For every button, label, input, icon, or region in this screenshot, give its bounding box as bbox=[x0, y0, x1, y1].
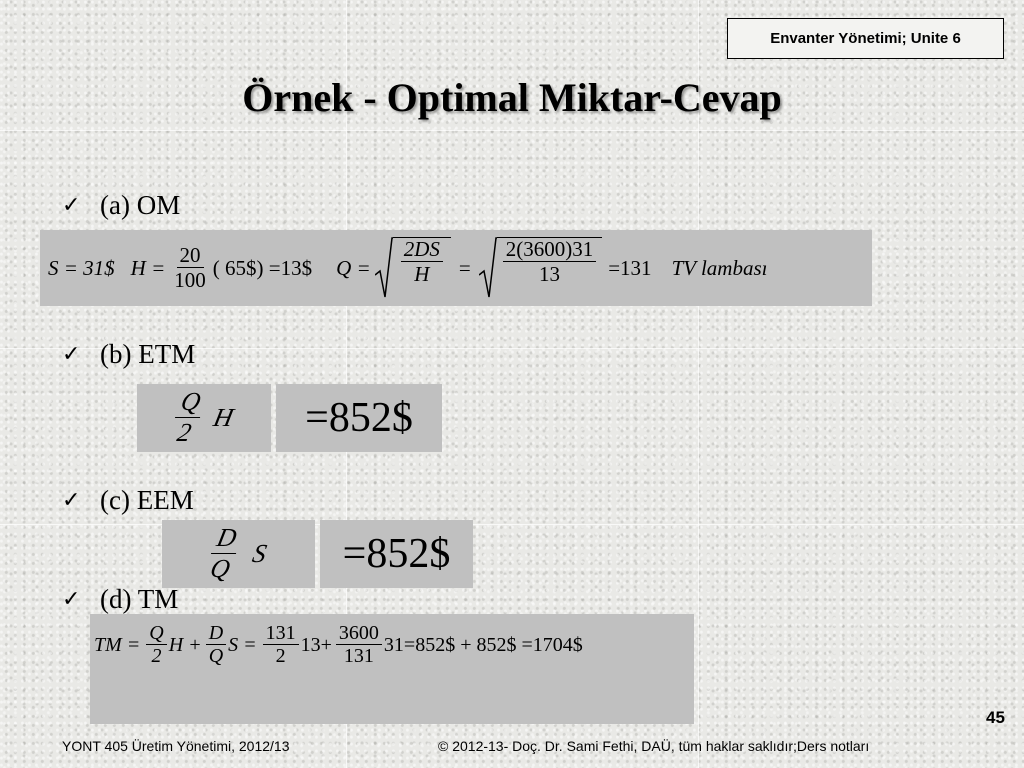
formula-b-var: H bbox=[211, 403, 236, 432]
fraction-numerator: Q bbox=[146, 622, 166, 645]
fraction-numerator: 131 bbox=[263, 622, 299, 645]
fraction-denominator: 2 bbox=[174, 417, 195, 447]
formula-b-result-box bbox=[276, 384, 442, 452]
sqrt-1 bbox=[375, 237, 451, 299]
formula-c-result-box bbox=[320, 520, 473, 588]
formula-d-t3: 13+ bbox=[300, 633, 332, 656]
checkmark-icon: ✓ bbox=[62, 488, 81, 513]
formula-d-f1 bbox=[146, 622, 166, 668]
formula-d-line bbox=[94, 622, 583, 668]
fraction-numerator: D bbox=[211, 524, 242, 554]
checkmark-icon: ✓ bbox=[62, 587, 81, 612]
fraction-denominator: Q bbox=[207, 553, 233, 583]
footer-copyright: © 2012-13- Doç. Dr. Sami Fethi, DAÜ, tüm haklar saklıdır;Ders notları bbox=[438, 738, 870, 754]
formula-a-s: S = 31$ bbox=[48, 255, 115, 280]
bullet-c bbox=[62, 485, 194, 516]
formula-a-result: =131 bbox=[608, 255, 652, 280]
fraction-numerator: 3600 bbox=[336, 622, 382, 645]
formula-a-box bbox=[40, 230, 872, 306]
formula-c-left-box bbox=[162, 520, 315, 588]
formula-d-box bbox=[90, 614, 694, 724]
formula-a-h-var: H = bbox=[130, 255, 166, 280]
formula-a-h-rest: ( 65$) =13$ bbox=[212, 255, 313, 280]
background-grid-line bbox=[0, 130, 1024, 131]
formula-d-lhs: TM = bbox=[94, 633, 141, 656]
page-number: 45 bbox=[986, 708, 1005, 727]
formula-c-fraction bbox=[204, 524, 241, 583]
sqrt-2-fraction bbox=[497, 237, 603, 299]
formula-d-f4 bbox=[336, 622, 382, 668]
checkmark-icon: ✓ bbox=[62, 342, 81, 367]
bullet-b-label: (b) ETM bbox=[100, 339, 196, 369]
bullet-d-label: (d) TM bbox=[100, 584, 179, 614]
bullet-d bbox=[62, 584, 178, 615]
sqrt-1-fraction bbox=[393, 237, 451, 299]
formula-d-f2 bbox=[206, 622, 226, 668]
fraction-numerator: D bbox=[206, 622, 226, 645]
fraction-numerator: Q bbox=[175, 388, 206, 418]
bullet-c-label: (c) EEM bbox=[100, 485, 194, 515]
formula-d-t1: H + bbox=[168, 633, 202, 656]
bullet-a bbox=[62, 190, 180, 221]
formula-c-var: S bbox=[250, 539, 270, 568]
sqrt-sign-icon bbox=[479, 237, 497, 299]
fraction-denominator: H bbox=[414, 262, 430, 287]
bullet-b bbox=[62, 339, 195, 370]
fraction-denominator: 2 bbox=[151, 645, 162, 667]
fraction-numerator: 2DS bbox=[401, 238, 443, 262]
formula-d-t2: S = bbox=[228, 633, 257, 656]
formula-a-h-fraction bbox=[171, 244, 209, 292]
formula-a-q-var: Q = bbox=[336, 255, 371, 280]
sqrt-sign-icon bbox=[375, 237, 393, 299]
slide-title: Örnek - Optimal Miktar-Cevap bbox=[242, 75, 782, 120]
footer-course: YONT 405 Üretim Yönetimi, 2012/13 bbox=[62, 738, 290, 754]
formula-c-result: =852$ bbox=[342, 531, 451, 577]
formula-b-left-box bbox=[137, 384, 271, 452]
fraction-numerator: 2(3600)31 bbox=[503, 238, 597, 262]
fraction-denominator: Q bbox=[208, 645, 224, 667]
background-grid-line bbox=[0, 524, 1024, 525]
fraction-denominator: 13 bbox=[538, 262, 560, 287]
formula-a-unit: TV lambası bbox=[671, 255, 768, 280]
fraction-denominator: 100 bbox=[174, 267, 206, 292]
formula-b-fraction bbox=[169, 388, 206, 447]
bullet-a-label: (a) OM bbox=[100, 190, 181, 220]
formula-d-t4: 31=852$ + 852$ =1704$ bbox=[383, 633, 583, 656]
formula-a-eq: = bbox=[458, 255, 471, 280]
fraction-denominator: 131 bbox=[343, 645, 374, 667]
formula-d-f3 bbox=[263, 622, 299, 668]
checkmark-icon: ✓ bbox=[62, 193, 81, 218]
sqrt-2 bbox=[479, 237, 603, 299]
fraction-denominator: 2 bbox=[275, 645, 286, 667]
fraction-numerator: 20 bbox=[177, 244, 204, 268]
formula-b-result: =852$ bbox=[305, 395, 413, 441]
unit-tag: Envanter Yönetimi; Unite 6 bbox=[727, 18, 1004, 59]
